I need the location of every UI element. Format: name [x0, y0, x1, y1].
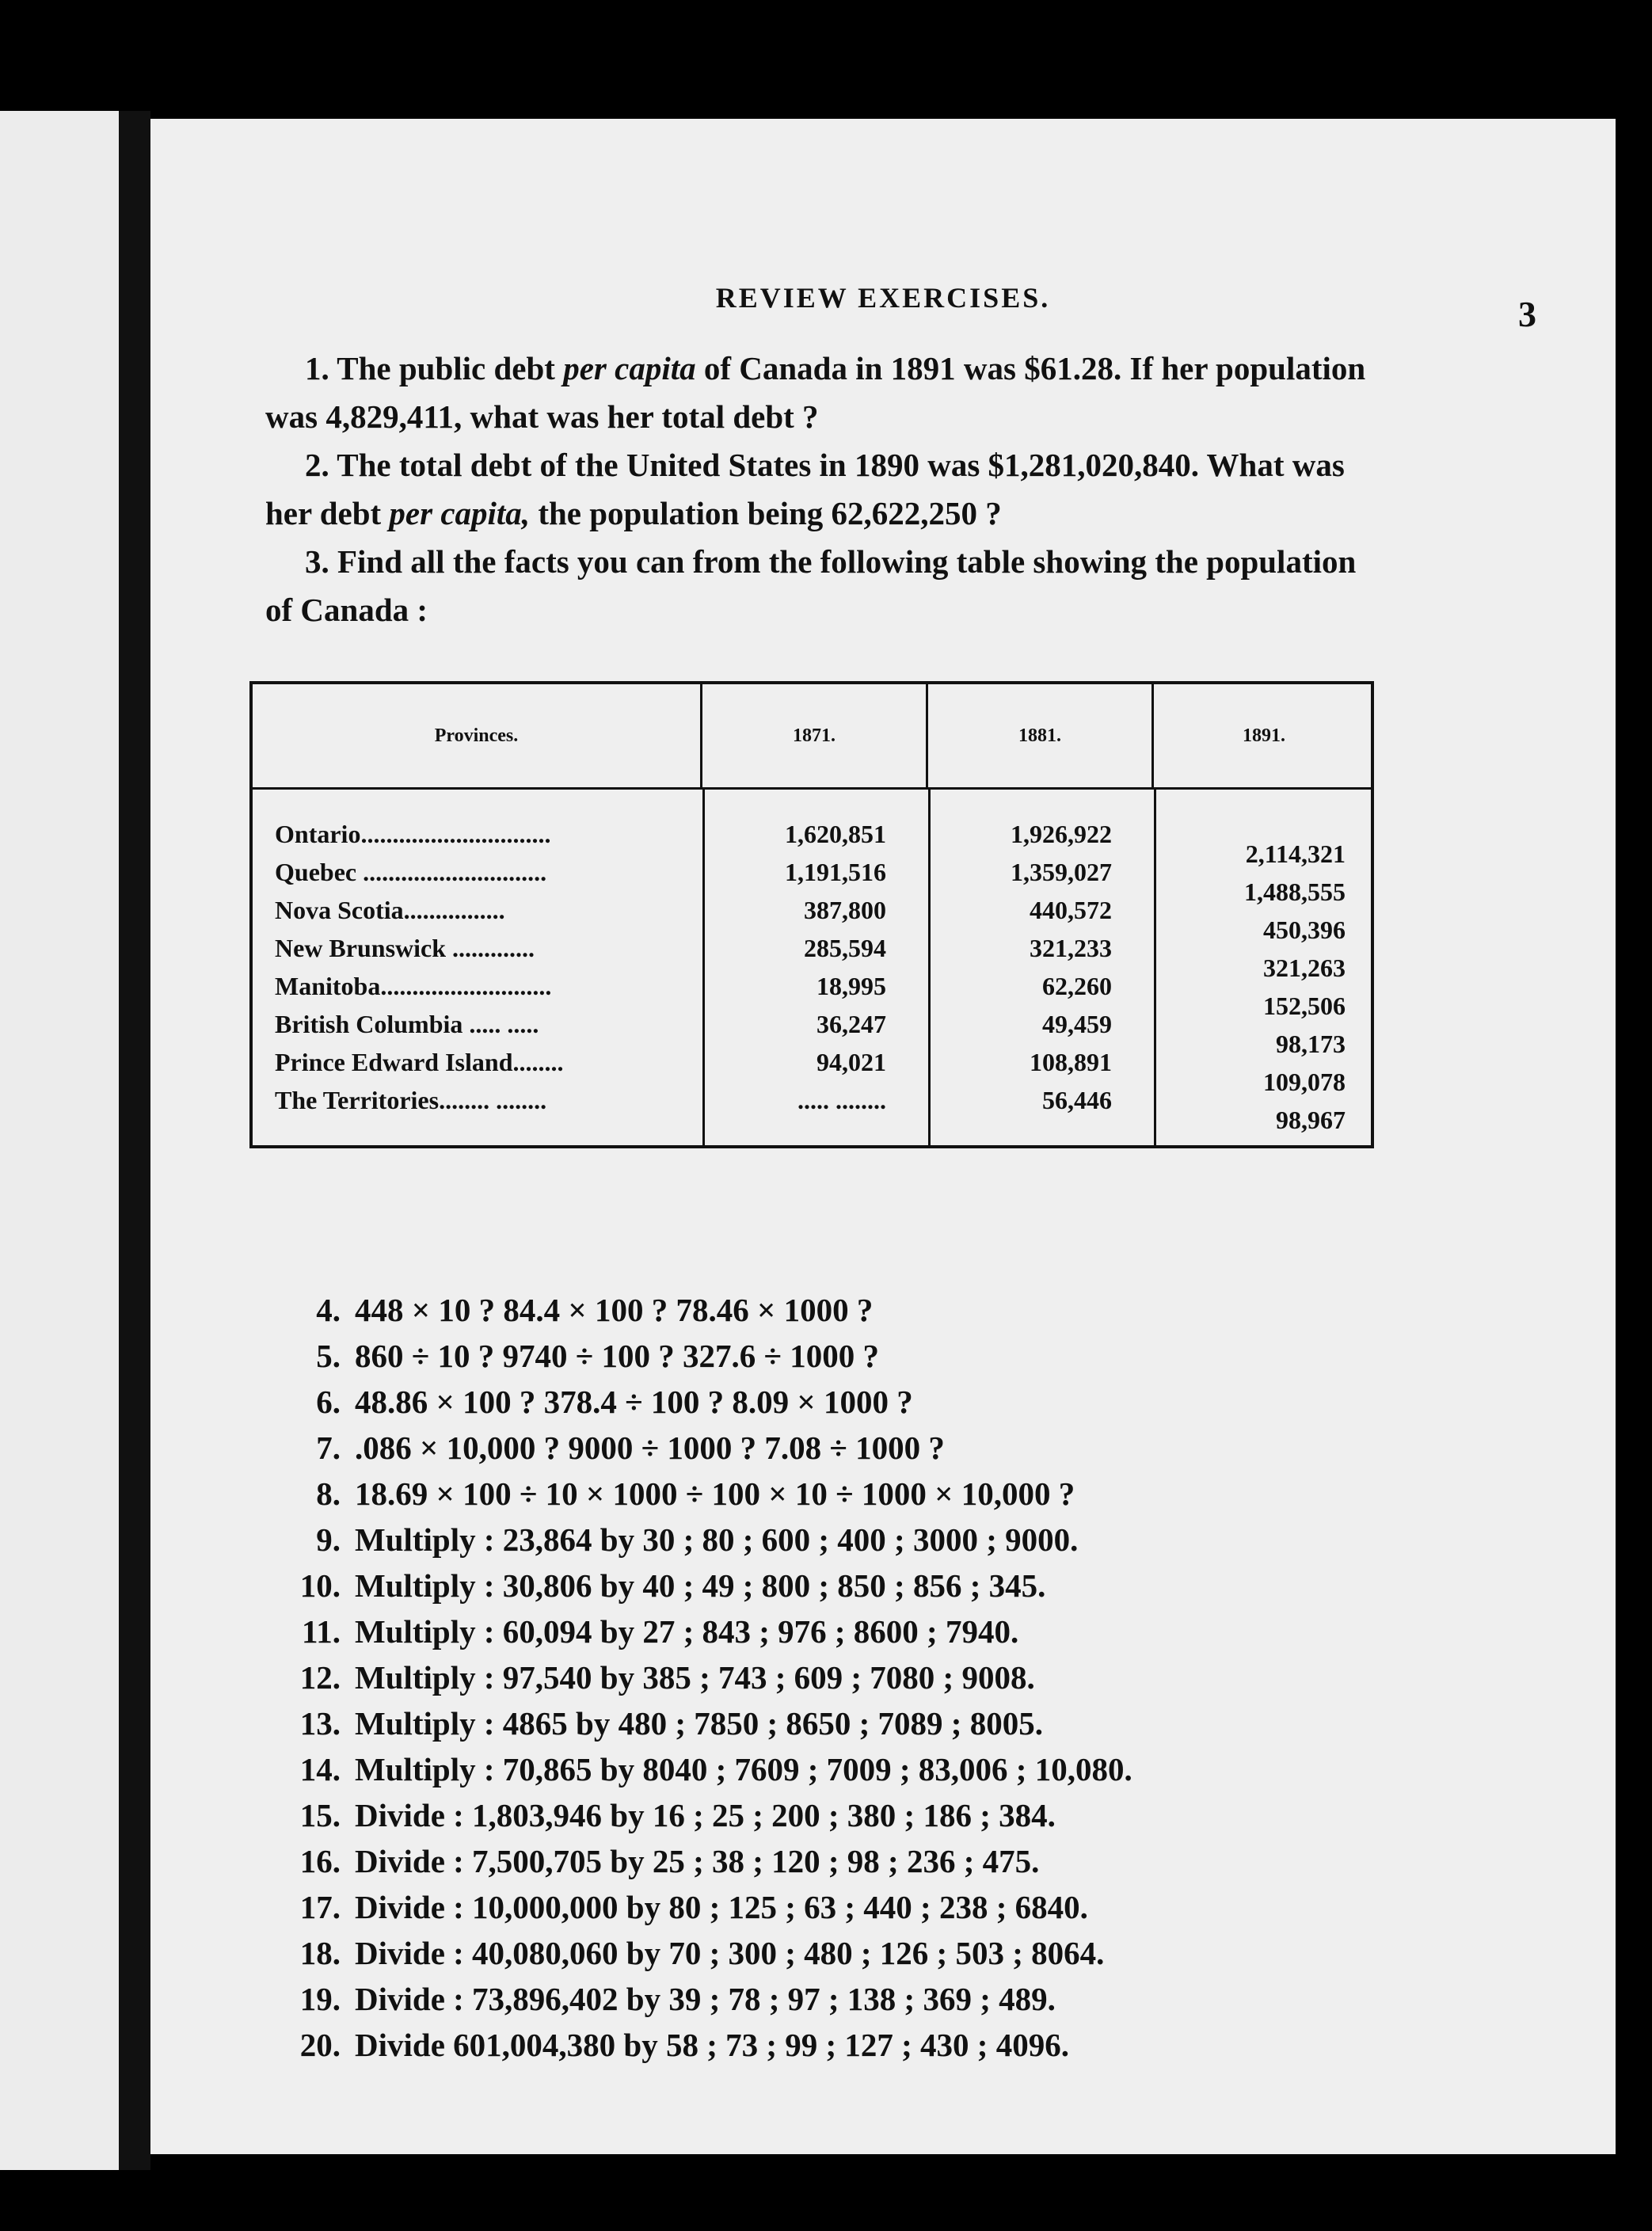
cell: 109,078: [1263, 1068, 1346, 1096]
cell: 18,995: [816, 972, 886, 1000]
intro-problems: [265, 345, 1390, 634]
exercise-number: 16.: [299, 1843, 341, 1879]
cell: 321,233: [1030, 934, 1112, 962]
exercise-17: 17. Divide : 10,000,000 by 80 ; 125 ; 63 ; 440 ; 238 ; 6840.: [265, 1884, 1612, 1930]
cell: 1,359,027: [1011, 858, 1112, 886]
exercise-8: 8. 18.69 × 100 ÷ 10 × 1000 ÷ 100 × 10 ÷ 1000 × 10,000 ?: [265, 1471, 1612, 1517]
population-table: [249, 681, 1374, 1148]
header-provinces: Provinces.: [253, 684, 702, 787]
exercise-number: 7.: [316, 1430, 341, 1466]
exercise-number: 11.: [302, 1613, 341, 1650]
exercise-number: 17.: [299, 1889, 341, 1925]
cell: 2,114,321: [1245, 839, 1346, 868]
problem-number: 2.: [305, 447, 329, 483]
cell: 387,800: [804, 896, 886, 924]
exercise-12: 12. Multiply : 97,540 by 385 ; 743 ; 609 ; 7080 ; 9008.: [265, 1654, 1612, 1700]
header-1891: 1891.: [1243, 725, 1285, 746]
header-rule: [253, 787, 1371, 790]
exercise-19: 19. Divide : 73,896,402 by 39 ; 78 ; 97 ; 138 ; 369 ; 489.: [265, 1976, 1612, 2022]
cell: ..... ........: [797, 1086, 886, 1114]
exercise-5: 5. 860 ÷ 10 ? 9740 ÷ 100 ? 327.6 ÷ 1000 ?: [265, 1333, 1612, 1379]
province-names: [275, 815, 718, 1119]
exercise-7: 7. .086 × 10,000 ? 9000 ÷ 1000 ? 7.08 ÷ 1000 ?: [265, 1425, 1612, 1471]
exercise-18: 18. Divide : 40,080,060 by 70 ; 300 ; 480 ; 126 ; 503 ; 8064.: [265, 1930, 1612, 1976]
page-number: 3: [1518, 294, 1536, 334]
exercise-20: 20. Divide 601,004,380 by 58 ; 73 ; 99 ; 127 ; 430 ; 4096.: [265, 2022, 1612, 2068]
exercise-number: 6.: [316, 1384, 341, 1420]
exercise-9: 9. Multiply : 23,864 by 30 ; 80 ; 600 ; 400 ; 3000 ; 9000.: [265, 1517, 1612, 1563]
cell: 152,506: [1263, 992, 1346, 1020]
problem-2: 2. The total debt of the United States in 1890 was $1,281,020,840. What was her debt per capita, the population being 62,622,250 ?: [265, 441, 1390, 538]
exercise-list: [265, 1287, 1612, 2068]
cell: 440,572: [1030, 896, 1112, 924]
exercise-10: 10. Multiply : 30,806 by 40 ; 49 ; 800 ; 850 ; 856 ; 345.: [265, 1563, 1612, 1609]
province-name: Manitoba...........................: [275, 972, 552, 1000]
cell: 56,446: [1042, 1086, 1112, 1114]
column-1891: [1171, 835, 1346, 1139]
facing-page-edge: [0, 111, 119, 2170]
cell: 1,926,922: [1011, 820, 1112, 848]
exercise-number: 15.: [299, 1797, 341, 1833]
exercise-6: 6. 48.86 × 100 ? 378.4 ÷ 100 ? 8.09 × 1000 ?: [265, 1379, 1612, 1425]
province-name: New Brunswick .............: [275, 934, 535, 962]
exercise-15: 15. Divide : 1,803,946 by 16 ; 25 ; 200 ; 380 ; 186 ; 384.: [265, 1792, 1612, 1838]
column-1871: [720, 815, 886, 1119]
column-rule: [928, 787, 931, 1145]
cell: 49,459: [1042, 1010, 1112, 1038]
cell: 98,173: [1276, 1030, 1346, 1058]
problem-3: 3. Find all the facts you can from the following table showing the population of Canada :: [265, 538, 1390, 634]
exercise-4: 4. 448 × 10 ? 84.4 × 100 ? 78.46 × 1000 ?: [265, 1287, 1612, 1333]
book-spine: [119, 111, 150, 2170]
cell: 1,620,851: [785, 820, 886, 848]
cell: 108,891: [1030, 1048, 1112, 1076]
cell: 321,263: [1263, 954, 1346, 982]
column-rule: [1154, 787, 1156, 1145]
running-header: REVIEW EXERCISES.: [715, 282, 1051, 314]
cell: 62,260: [1042, 972, 1112, 1000]
province-name: Ontario..............................: [275, 820, 551, 848]
exercise-number: 14.: [299, 1751, 341, 1787]
exercise-number: 5.: [316, 1338, 341, 1374]
exercise-number: 8.: [316, 1475, 341, 1512]
exercise-number: 12.: [299, 1659, 341, 1696]
cell: 285,594: [804, 934, 886, 962]
cell: 98,967: [1276, 1106, 1346, 1134]
cell: 36,247: [816, 1010, 886, 1038]
exercise-number: 18.: [299, 1935, 341, 1971]
problem-1: 1. The public debt per capita of Canada in 1891 was $61.28. If her population was 4,829,411, what was her total debt ?: [265, 345, 1390, 441]
column-1881: [946, 815, 1112, 1119]
exercise-number: 20.: [299, 2027, 341, 2063]
exercise-number: 13.: [299, 1705, 341, 1742]
exercise-number: 10.: [299, 1567, 341, 1604]
header-1881: 1881.: [928, 684, 1154, 787]
exercise-number: 19.: [299, 1981, 341, 2017]
exercise-13: 13. Multiply : 4865 by 480 ; 7850 ; 8650 ; 7089 ; 8005.: [265, 1700, 1612, 1746]
province-name: Prince Edward Island........: [275, 1048, 564, 1076]
exercise-11: 11. Multiply : 60,094 by 27 ; 843 ; 976 ; 8600 ; 7940.: [265, 1609, 1612, 1654]
cell: 94,021: [816, 1048, 886, 1076]
problem-number: 3.: [305, 543, 329, 580]
province-name: Quebec .............................: [275, 858, 547, 886]
province-name: The Territories........ ........: [275, 1086, 547, 1114]
exercise-16: 16. Divide : 7,500,705 by 25 ; 38 ; 120 ; 98 ; 236 ; 475.: [265, 1838, 1612, 1884]
book-page: [150, 119, 1616, 2154]
header-1871: 1871.: [702, 684, 928, 787]
cell: 1,191,516: [785, 858, 886, 886]
exercise-number: 9.: [316, 1521, 341, 1558]
province-name: Nova Scotia................: [275, 896, 505, 924]
exercise-14: 14. Multiply : 70,865 by 8040 ; 7609 ; 7009 ; 83,006 ; 10,080.: [265, 1746, 1612, 1792]
cell: 450,396: [1263, 916, 1346, 944]
cell: 1,488,555: [1244, 878, 1346, 906]
problem-number: 1.: [305, 350, 329, 386]
exercise-number: 4.: [316, 1292, 341, 1328]
province-name: British Columbia ..... .....: [275, 1010, 539, 1038]
